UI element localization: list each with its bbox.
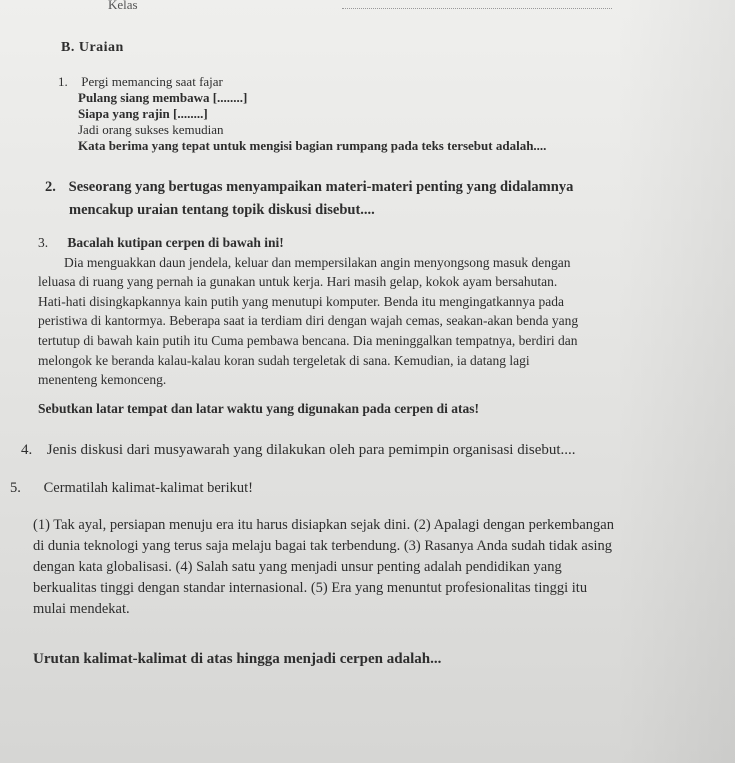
section-title: B. Uraian	[61, 40, 124, 55]
question-1-line-2: Pulang siang membawa [........]	[78, 90, 248, 105]
passage-line-7: menenteng kemonceng.	[38, 372, 167, 388]
question-2-line-2: mencakup uraian tentang topik diskusi disebut....	[69, 202, 375, 218]
question-2	[45, 176, 573, 222]
passage-line-1: Dia menguakkan daun jendela, keluar dan mempersilakan angin menyongsong masuk dengan	[64, 254, 571, 270]
question-3-prompt: Bacalah kutipan cerpen di bawah ini!	[67, 235, 284, 250]
passage-line-3: Hati-hati disingkapkannya kain putih yang menutupi komputer. Benda itu mengingatkannya pada	[38, 293, 565, 309]
passage-5-line-2: di dunia teknologi yang terus saja melaju bagai tak terbendung. (3) Rasanya Anda sudah tidak asing	[33, 538, 613, 554]
page-shadow	[615, 0, 735, 763]
question-1	[58, 74, 546, 154]
question-5	[10, 480, 253, 497]
passage-5-line-5: mulai mendekat.	[33, 601, 130, 617]
question-4-text: Jenis diskusi dari musyawarah yang dilakukan oleh para pemimpin organisasi disebut....	[46, 442, 576, 458]
question-5-question: Urutan kalimat-kalimat di atas hingga menjadi cerpen adalah...	[33, 651, 442, 667]
passage-5-line-1: (1) Tak ayal, persiapan menuju era itu harus disiapkan sejak dini. (2) Apalagi dengan perkembangan	[33, 517, 614, 533]
passage-line-2: leluasa di ruang yang pernah ia gunakan untuk kerja. Hari masih gelap, kokok ayam bersahutan.	[38, 274, 558, 290]
kelas-label: Kelas	[108, 0, 138, 12]
question-5-number: 5.	[10, 480, 21, 496]
question-4-number: 4.	[21, 442, 33, 458]
question-2-number: 2.	[45, 179, 56, 195]
question-1-number: 1.	[58, 74, 68, 89]
question-1-line-5: Kata berima yang tepat untuk mengisi bagian rumpang pada teks tersebut adalah....	[78, 138, 547, 153]
question-1-line-1: Pergi memancing saat fajar	[81, 74, 223, 89]
question-4	[21, 442, 576, 459]
question-3	[38, 233, 578, 418]
question-3-question: Sebutkan latar tempat dan latar waktu yang digunakan pada cerpen di atas!	[38, 400, 479, 416]
kelas-fill-line	[342, 8, 612, 9]
passage-line-6: melongok ke beranda kalau-kalau koran sudah tergeletak di sana. Kemudian, ia datang lagi	[38, 352, 530, 368]
passage-line-4: peristiwa di kantormya. Beberapa saat ia terdiam diri dengan wajah cemas, seakan-akan benda yang	[38, 313, 579, 329]
question-3-number: 3.	[38, 235, 49, 250]
question-1-line-4: Jadi orang sukses kemudian	[78, 122, 224, 137]
passage-5-line-3: dengan kata globalisasi. (4) Salah satu yang menjadi unsur penting adalah pendidikan yang	[33, 559, 562, 575]
question-2-line-1: Seseorang yang bertugas menyampaikan materi-materi penting yang didalamnya	[68, 179, 574, 195]
question-1-line-3: Siapa yang rajin [........]	[78, 106, 208, 121]
question-5-prompt: Cermatilah kalimat-kalimat berikut!	[43, 480, 253, 496]
question-5-passage	[33, 515, 614, 620]
passage-5-line-4: berkualitas tinggi dengan standar internasional. (5) Era yang menuntut profesionalitas tinggi itu	[33, 580, 588, 596]
passage-line-5: tertutup di bawah kain putih itu Cuma pembawa bencana. Dia meninggalkan tempatnya, berdiri dan	[38, 332, 578, 348]
